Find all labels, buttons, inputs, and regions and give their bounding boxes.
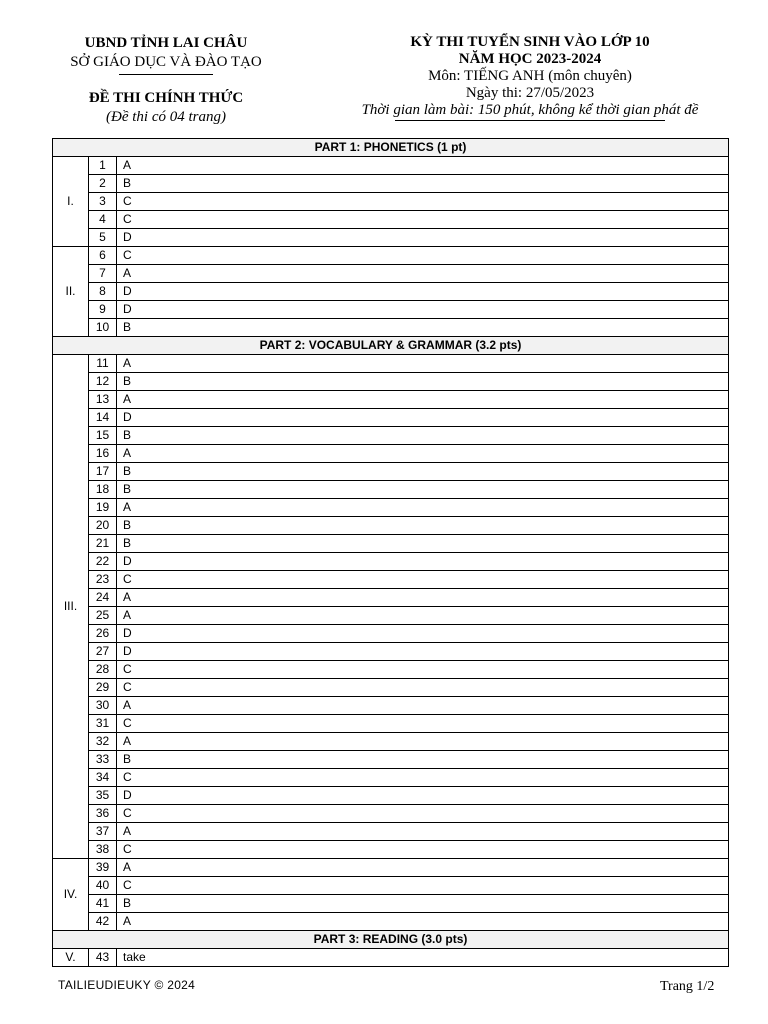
answer-row [53,463,729,481]
answer-cell: A [117,733,729,751]
question-number: 14 [89,409,117,427]
answer-row [53,913,729,931]
page-number: Trang 1/2 [660,979,715,994]
answer-row [53,481,729,499]
answer-cell: C [117,679,729,697]
answer-row [53,733,729,751]
answer-cell: B [117,481,729,499]
answer-row [53,553,729,571]
question-number: 41 [89,895,117,913]
answer-row [53,391,729,409]
question-number: 18 [89,481,117,499]
question-number: 11 [89,355,117,373]
answer-row [53,715,729,733]
answer-cell: A [117,265,729,283]
question-number: 22 [89,553,117,571]
answer-cell: B [117,319,729,337]
question-number: 1 [89,157,117,175]
question-number: 3 [89,193,117,211]
answer-cell: B [117,175,729,193]
answer-cell: C [117,715,729,733]
question-number: 23 [89,571,117,589]
answer-cell: D [117,283,729,301]
answer-cell: A [117,607,729,625]
question-number: 7 [89,265,117,283]
answer-cell: B [117,517,729,535]
exam-duration: Thời gian làm bài: 150 phút, không kể thời gian phát đề [361,102,699,118]
answer-cell: D [117,787,729,805]
header-left [56,34,276,127]
question-number: 6 [89,247,117,265]
answer-row [53,751,729,769]
answer-cell: C [117,769,729,787]
answer-cell: D [117,409,729,427]
answer-row [53,229,729,247]
answer-row [53,787,729,805]
answer-row [53,859,729,877]
part-title: PART 3: READING (3.0 pts) [53,931,729,949]
answer-cell: B [117,427,729,445]
question-number: 29 [89,679,117,697]
answer-row [53,427,729,445]
pages-note: (Đề thi có 04 trang) [106,109,226,125]
answer-cell: take [117,949,729,967]
answer-row [53,535,729,553]
answer-row [53,895,729,913]
answer-cell: D [117,301,729,319]
footer-watermark: TAILIEUDIEUKY © 2024 [58,978,196,992]
answer-row [53,589,729,607]
question-number: 42 [89,913,117,931]
answer-cell: B [117,463,729,481]
question-number: 12 [89,373,117,391]
answer-cell: B [117,373,729,391]
answer-row [53,175,729,193]
answer-row [53,697,729,715]
question-number: 40 [89,877,117,895]
section-label: IV. [53,859,89,931]
answer-row [53,193,729,211]
question-number: 17 [89,463,117,481]
answer-row [53,805,729,823]
answer-row [53,877,729,895]
answer-row [53,841,729,859]
answer-row [53,571,729,589]
answer-row [53,355,729,373]
header-right-divider [395,120,665,121]
exam-date: Ngày thi: 27/05/2023 [465,85,595,101]
answer-cell: A [117,589,729,607]
part-header-row [53,337,729,355]
question-number: 15 [89,427,117,445]
answer-row [53,679,729,697]
question-number: 39 [89,859,117,877]
answer-cell: C [117,247,729,265]
official-label: ĐỀ THI CHÍNH THỨC [88,90,244,106]
question-number: 43 [89,949,117,967]
answer-row [53,445,729,463]
section-label: V. [53,949,89,967]
question-number: 2 [89,175,117,193]
answer-cell: A [117,913,729,931]
question-number: 21 [89,535,117,553]
answer-cell: C [117,841,729,859]
question-number: 34 [89,769,117,787]
answer-cell: D [117,625,729,643]
question-number: 13 [89,391,117,409]
answer-cell: D [117,643,729,661]
school-year: NĂM HỌC 2023-2024 [458,51,602,67]
answer-cell: D [117,229,729,247]
authority-name: UBND TỈNH LAI CHÂU [84,35,248,51]
question-number: 27 [89,643,117,661]
answer-cell: A [117,823,729,841]
answer-row [53,265,729,283]
answer-row [53,607,729,625]
answer-cell: A [117,445,729,463]
question-number: 4 [89,211,117,229]
part-header-row [53,931,729,949]
part-header-row [53,139,729,157]
header-left-divider [119,74,213,75]
answer-cell: D [117,553,729,571]
answer-row [53,247,729,265]
question-number: 38 [89,841,117,859]
question-number: 33 [89,751,117,769]
answer-cell: B [117,895,729,913]
question-number: 24 [89,589,117,607]
answer-row [53,661,729,679]
section-label: III. [53,355,89,859]
answer-row [53,517,729,535]
question-number: 37 [89,823,117,841]
answer-row [53,409,729,427]
question-number: 30 [89,697,117,715]
question-number: 31 [89,715,117,733]
exam-title: KỲ THI TUYỂN SINH VÀO LỚP 10 [410,34,650,50]
department-name: SỞ GIÁO DỤC VÀ ĐÀO TẠO [70,54,262,70]
answer-row [53,823,729,841]
part-title: PART 1: PHONETICS (1 pt) [53,139,729,157]
question-number: 8 [89,283,117,301]
answer-cell: C [117,211,729,229]
answer-row [53,211,729,229]
question-number: 16 [89,445,117,463]
question-number: 35 [89,787,117,805]
answer-cell: C [117,805,729,823]
answer-cell: A [117,499,729,517]
answer-cell: A [117,391,729,409]
part-title: PART 2: VOCABULARY & GRAMMAR (3.2 pts) [53,337,729,355]
answer-row [53,157,729,175]
answer-key-table [52,138,729,967]
answer-cell: B [117,535,729,553]
answer-row [53,373,729,391]
question-number: 20 [89,517,117,535]
answer-row [53,625,729,643]
question-number: 26 [89,625,117,643]
section-label: II. [53,247,89,337]
answer-row [53,643,729,661]
question-number: 9 [89,301,117,319]
answer-row [53,319,729,337]
question-number: 19 [89,499,117,517]
answer-cell: B [117,751,729,769]
answer-cell: A [117,355,729,373]
question-number: 32 [89,733,117,751]
answer-row [53,301,729,319]
answer-cell: C [117,571,729,589]
question-number: 36 [89,805,117,823]
answer-row [53,949,729,967]
question-number: 28 [89,661,117,679]
answer-cell: A [117,859,729,877]
question-number: 25 [89,607,117,625]
exam-subject: Môn: TIẾNG ANH (môn chuyên) [428,68,632,84]
header-right [318,34,742,121]
answer-row [53,769,729,787]
answer-row [53,499,729,517]
question-number: 5 [89,229,117,247]
answer-row [53,283,729,301]
section-label: I. [53,157,89,247]
answer-cell: C [117,877,729,895]
answer-cell: A [117,697,729,715]
answer-cell: C [117,661,729,679]
answer-cell: C [117,193,729,211]
question-number: 10 [89,319,117,337]
answer-cell: A [117,157,729,175]
